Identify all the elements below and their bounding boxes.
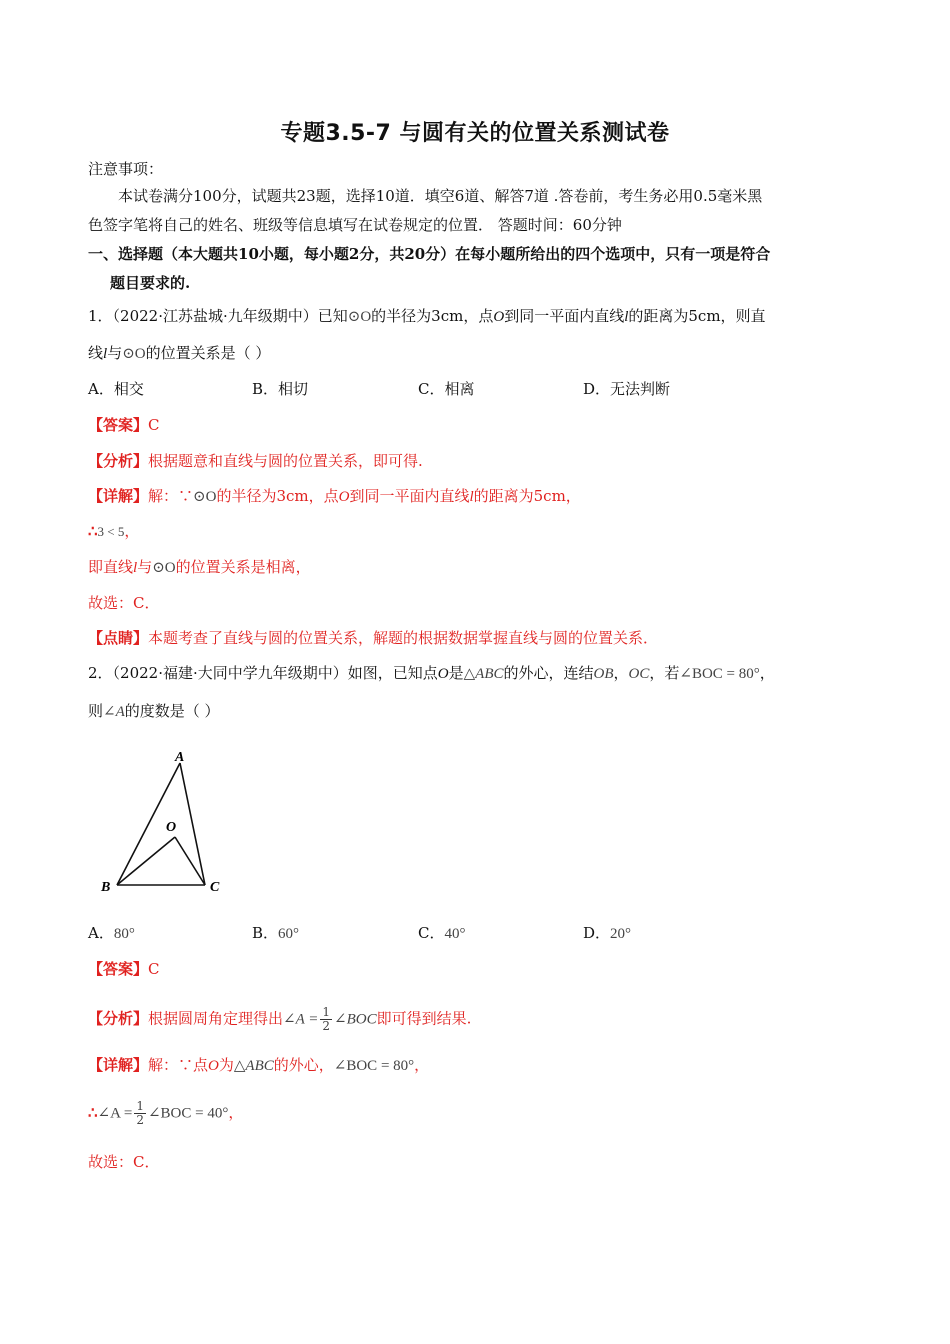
section-heading-cont: 题目要求的. bbox=[110, 274, 191, 292]
label-o: O bbox=[166, 820, 177, 835]
q2-analysis: 【分析】根据圆周角定理得出∠A = $\frac{1}{2}$ ∠BOC即可得到结果. bbox=[88, 1005, 472, 1033]
label-b: B bbox=[101, 880, 111, 895]
notes-heading: 注意事项： bbox=[88, 160, 164, 178]
q1-detail: 【详解】解：∵⊙O的半径为3cm，点O到同一平面内直线l的距离为5cm， bbox=[88, 487, 581, 505]
q1-comment: 【点睛】本题考查了直线与圆的位置关系，解题的根据数据掌握直线与圆的位置关系． bbox=[88, 629, 659, 647]
edge-ac bbox=[180, 763, 205, 885]
q1-stem-line-2: 线l与⊙O的位置关系是（ ） bbox=[88, 344, 271, 362]
notes-line-2: 色签字笔将自己的姓名、班级等信息填写在试卷规定的位置． 答题时间：60分钟 bbox=[88, 216, 622, 234]
triangle-figure bbox=[95, 745, 235, 895]
section-heading: 一、选择题（本大题共10小题，每小题2分，共20分）在每小题所给出的四个选项中，只有一项是符合 bbox=[88, 245, 771, 263]
q1-answer: 【答案】C bbox=[88, 416, 160, 434]
label-c: C bbox=[210, 880, 220, 895]
q2-number: 2． bbox=[88, 664, 113, 682]
q2-option-a: A．80° bbox=[88, 924, 135, 942]
q1-option-b: B．相切 bbox=[252, 380, 309, 398]
q2-detail: 【详解】解：∵点O为△ABC的外心，∠BOC = 80°， bbox=[88, 1056, 430, 1074]
q1-conclusion: 即直线l与⊙O的位置关系是相离， bbox=[88, 558, 311, 576]
q1-option-c: C．相离 bbox=[418, 380, 475, 398]
q2-result: ∴∠A = $\frac{1}{2}$ ∠BOC = 40°， bbox=[88, 1099, 244, 1127]
q1-option-a: A．相交 bbox=[88, 380, 144, 398]
q2-stem-line-1: 2．（2022·福建·大同中学九年级期中）如图，已知点O是△ABC的外心，连结OB，OC，若∠BOC = 80°， bbox=[88, 664, 775, 682]
q1-stem-line-1: 1．（2022·江苏盐城·九年级期中）已知⊙O的半径为3cm，点O到同一平面内直线l的距离为5cm，则直 bbox=[88, 307, 766, 325]
q1-inequality: ∴3 < 5， bbox=[88, 522, 140, 540]
q2-stem-line-2: 则∠A的度数是（ ） bbox=[88, 702, 220, 720]
segment-ob bbox=[117, 837, 175, 885]
page-title: 专题3.5-7 与圆有关的位置关系测试卷 bbox=[280, 121, 670, 146]
fraction-half: $\frac{1}{2}$ bbox=[322, 1005, 331, 1033]
q2-option-d: D．20° bbox=[583, 924, 632, 942]
q2-answer: 【答案】C bbox=[88, 960, 160, 978]
q1-analysis: 【分析】根据题意和直线与圆的位置关系，即可得. bbox=[88, 452, 423, 470]
q2-option-b: B．60° bbox=[252, 924, 300, 942]
q2-option-c: C．40° bbox=[418, 924, 466, 942]
q1-number: 1． bbox=[88, 307, 113, 325]
fraction-half-result: $\frac{1}{2}$ bbox=[136, 1099, 144, 1127]
q2-choice: 故选：C． bbox=[88, 1153, 160, 1171]
q1-choice: 故选：C． bbox=[88, 594, 160, 612]
label-a: A bbox=[175, 750, 185, 765]
q1-option-d: D．无法判断 bbox=[583, 380, 671, 398]
notes-line-1: 本试卷满分100分，试题共23题，选择10道．填空6道、解答7道 .答卷前，考生务必用0.5毫米黑 bbox=[118, 187, 763, 205]
